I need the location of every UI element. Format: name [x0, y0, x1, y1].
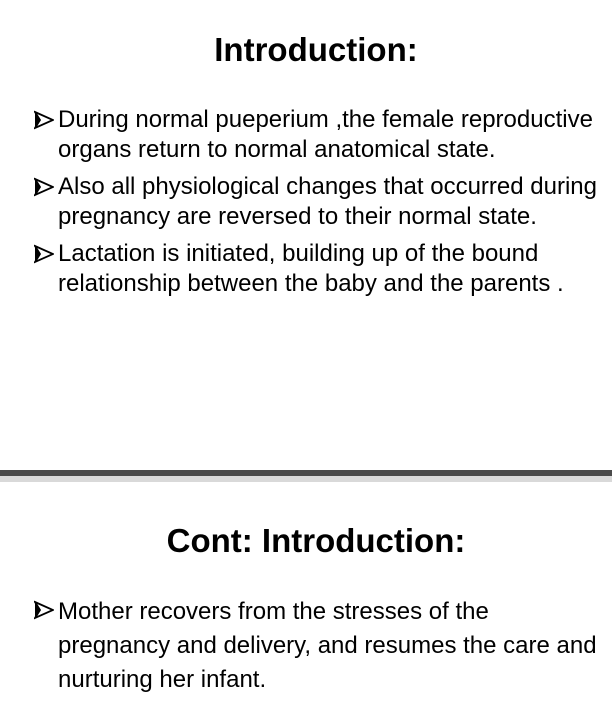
arrowhead-bullet-icon — [34, 176, 54, 198]
bullet-text: During normal pueperium ,the female reproductive organs return to normal anatomical state. — [58, 106, 593, 163]
bullet-list — [34, 105, 604, 306]
bullet-text: Lactation is initiated, building up of the bound relationship between the baby and the parents . — [58, 240, 564, 297]
bullet-item — [34, 595, 604, 697]
arrowhead-bullet-icon — [34, 243, 54, 265]
arrowhead-bullet-icon — [34, 599, 54, 621]
slide-cont-introduction — [0, 482, 612, 728]
bullet-list — [34, 595, 604, 704]
slide-title: Introduction: — [214, 31, 418, 68]
bullet-item — [34, 105, 604, 165]
arrowhead-bullet-icon — [34, 109, 54, 131]
bullet-text: Also all physiological changes that occurred during pregnancy are reversed to their normal state. — [58, 173, 597, 230]
slide-title: Cont: Introduction: — [166, 522, 466, 559]
bullet-item — [34, 172, 604, 232]
slide-divider-bar — [0, 470, 612, 476]
bullet-item — [34, 239, 604, 299]
bullet-text: Mother recovers from the stresses of the pregnancy and delivery, and resumes the care and nurturing her infant. — [58, 598, 597, 693]
